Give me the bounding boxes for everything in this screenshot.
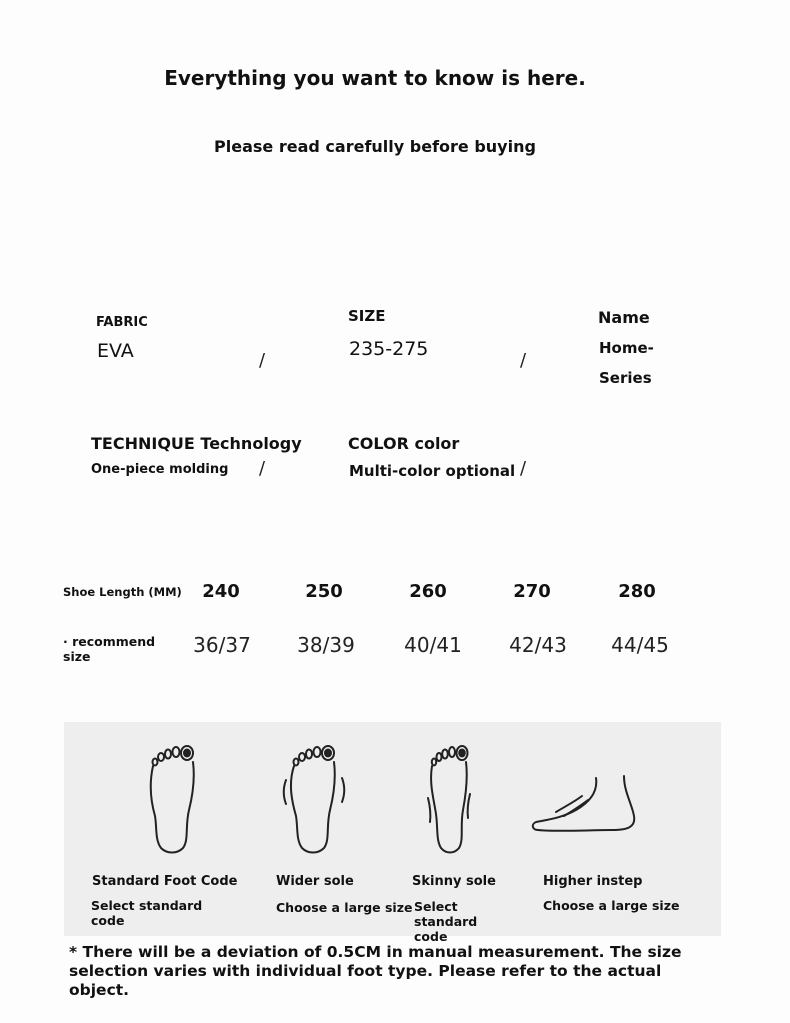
foot-type-advice: Choose a large size bbox=[276, 900, 413, 915]
name-value-line2: Series bbox=[599, 369, 652, 387]
foot-type-title: Higher instep bbox=[543, 874, 643, 889]
recommend-label-line2: size bbox=[63, 649, 91, 664]
separator-slash: / bbox=[259, 350, 266, 371]
length-cell: 240 bbox=[202, 581, 240, 602]
foot-type-title: Wider sole bbox=[276, 874, 354, 889]
separator-slash: / bbox=[520, 458, 527, 479]
fabric-value: EVA bbox=[97, 340, 134, 362]
size-cell: 40/41 bbox=[404, 633, 462, 657]
fabric-label: FABRIC bbox=[96, 315, 148, 330]
foot-type-advice: Select standard code bbox=[91, 898, 203, 928]
page-title: Everything you want to know is here. bbox=[164, 66, 586, 90]
name-label: Name bbox=[598, 308, 650, 327]
foot-type-title: Standard Foot Code bbox=[92, 874, 238, 889]
high-instep-foot-icon bbox=[528, 772, 640, 836]
footnote: * There will be a deviation of 0.5CM in manual measurement. The size selection varies with individual foot type. Please refer to the actual object. bbox=[69, 943, 682, 999]
length-cell: 250 bbox=[305, 581, 343, 602]
size-label: SIZE bbox=[348, 307, 386, 325]
separator-slash: / bbox=[259, 458, 266, 479]
length-cell: 260 bbox=[409, 581, 447, 602]
size-cell: 38/39 bbox=[297, 633, 355, 657]
size-cell: 42/43 bbox=[509, 633, 567, 657]
foot-type-advice: Select standard code bbox=[414, 899, 478, 944]
recommend-label-line1: · recommend bbox=[63, 634, 156, 649]
length-cell: 270 bbox=[513, 581, 551, 602]
separator-slash: / bbox=[520, 350, 527, 371]
size-value: 235-275 bbox=[349, 338, 429, 360]
length-cell: 280 bbox=[618, 581, 656, 602]
foot-type-title: Skinny sole bbox=[412, 874, 496, 889]
shoe-length-label: Shoe Length (MM) bbox=[63, 585, 182, 599]
color-label: COLOR color bbox=[348, 434, 460, 453]
size-cell: 36/37 bbox=[193, 633, 251, 657]
page-subtitle: Please read carefully before buying bbox=[214, 137, 536, 156]
technique-label: TECHNIQUE Technology bbox=[91, 434, 302, 453]
foot-type-advice: Choose a large size bbox=[543, 898, 680, 913]
name-value-line1: Home- bbox=[599, 339, 654, 357]
size-cell: 44/45 bbox=[611, 633, 669, 657]
wide-foot-icon bbox=[280, 744, 350, 854]
standard-foot-icon bbox=[145, 744, 201, 854]
skinny-foot-icon bbox=[422, 744, 478, 854]
technique-value: One-piece molding bbox=[91, 462, 229, 477]
color-value: Multi-color optional bbox=[349, 462, 516, 480]
